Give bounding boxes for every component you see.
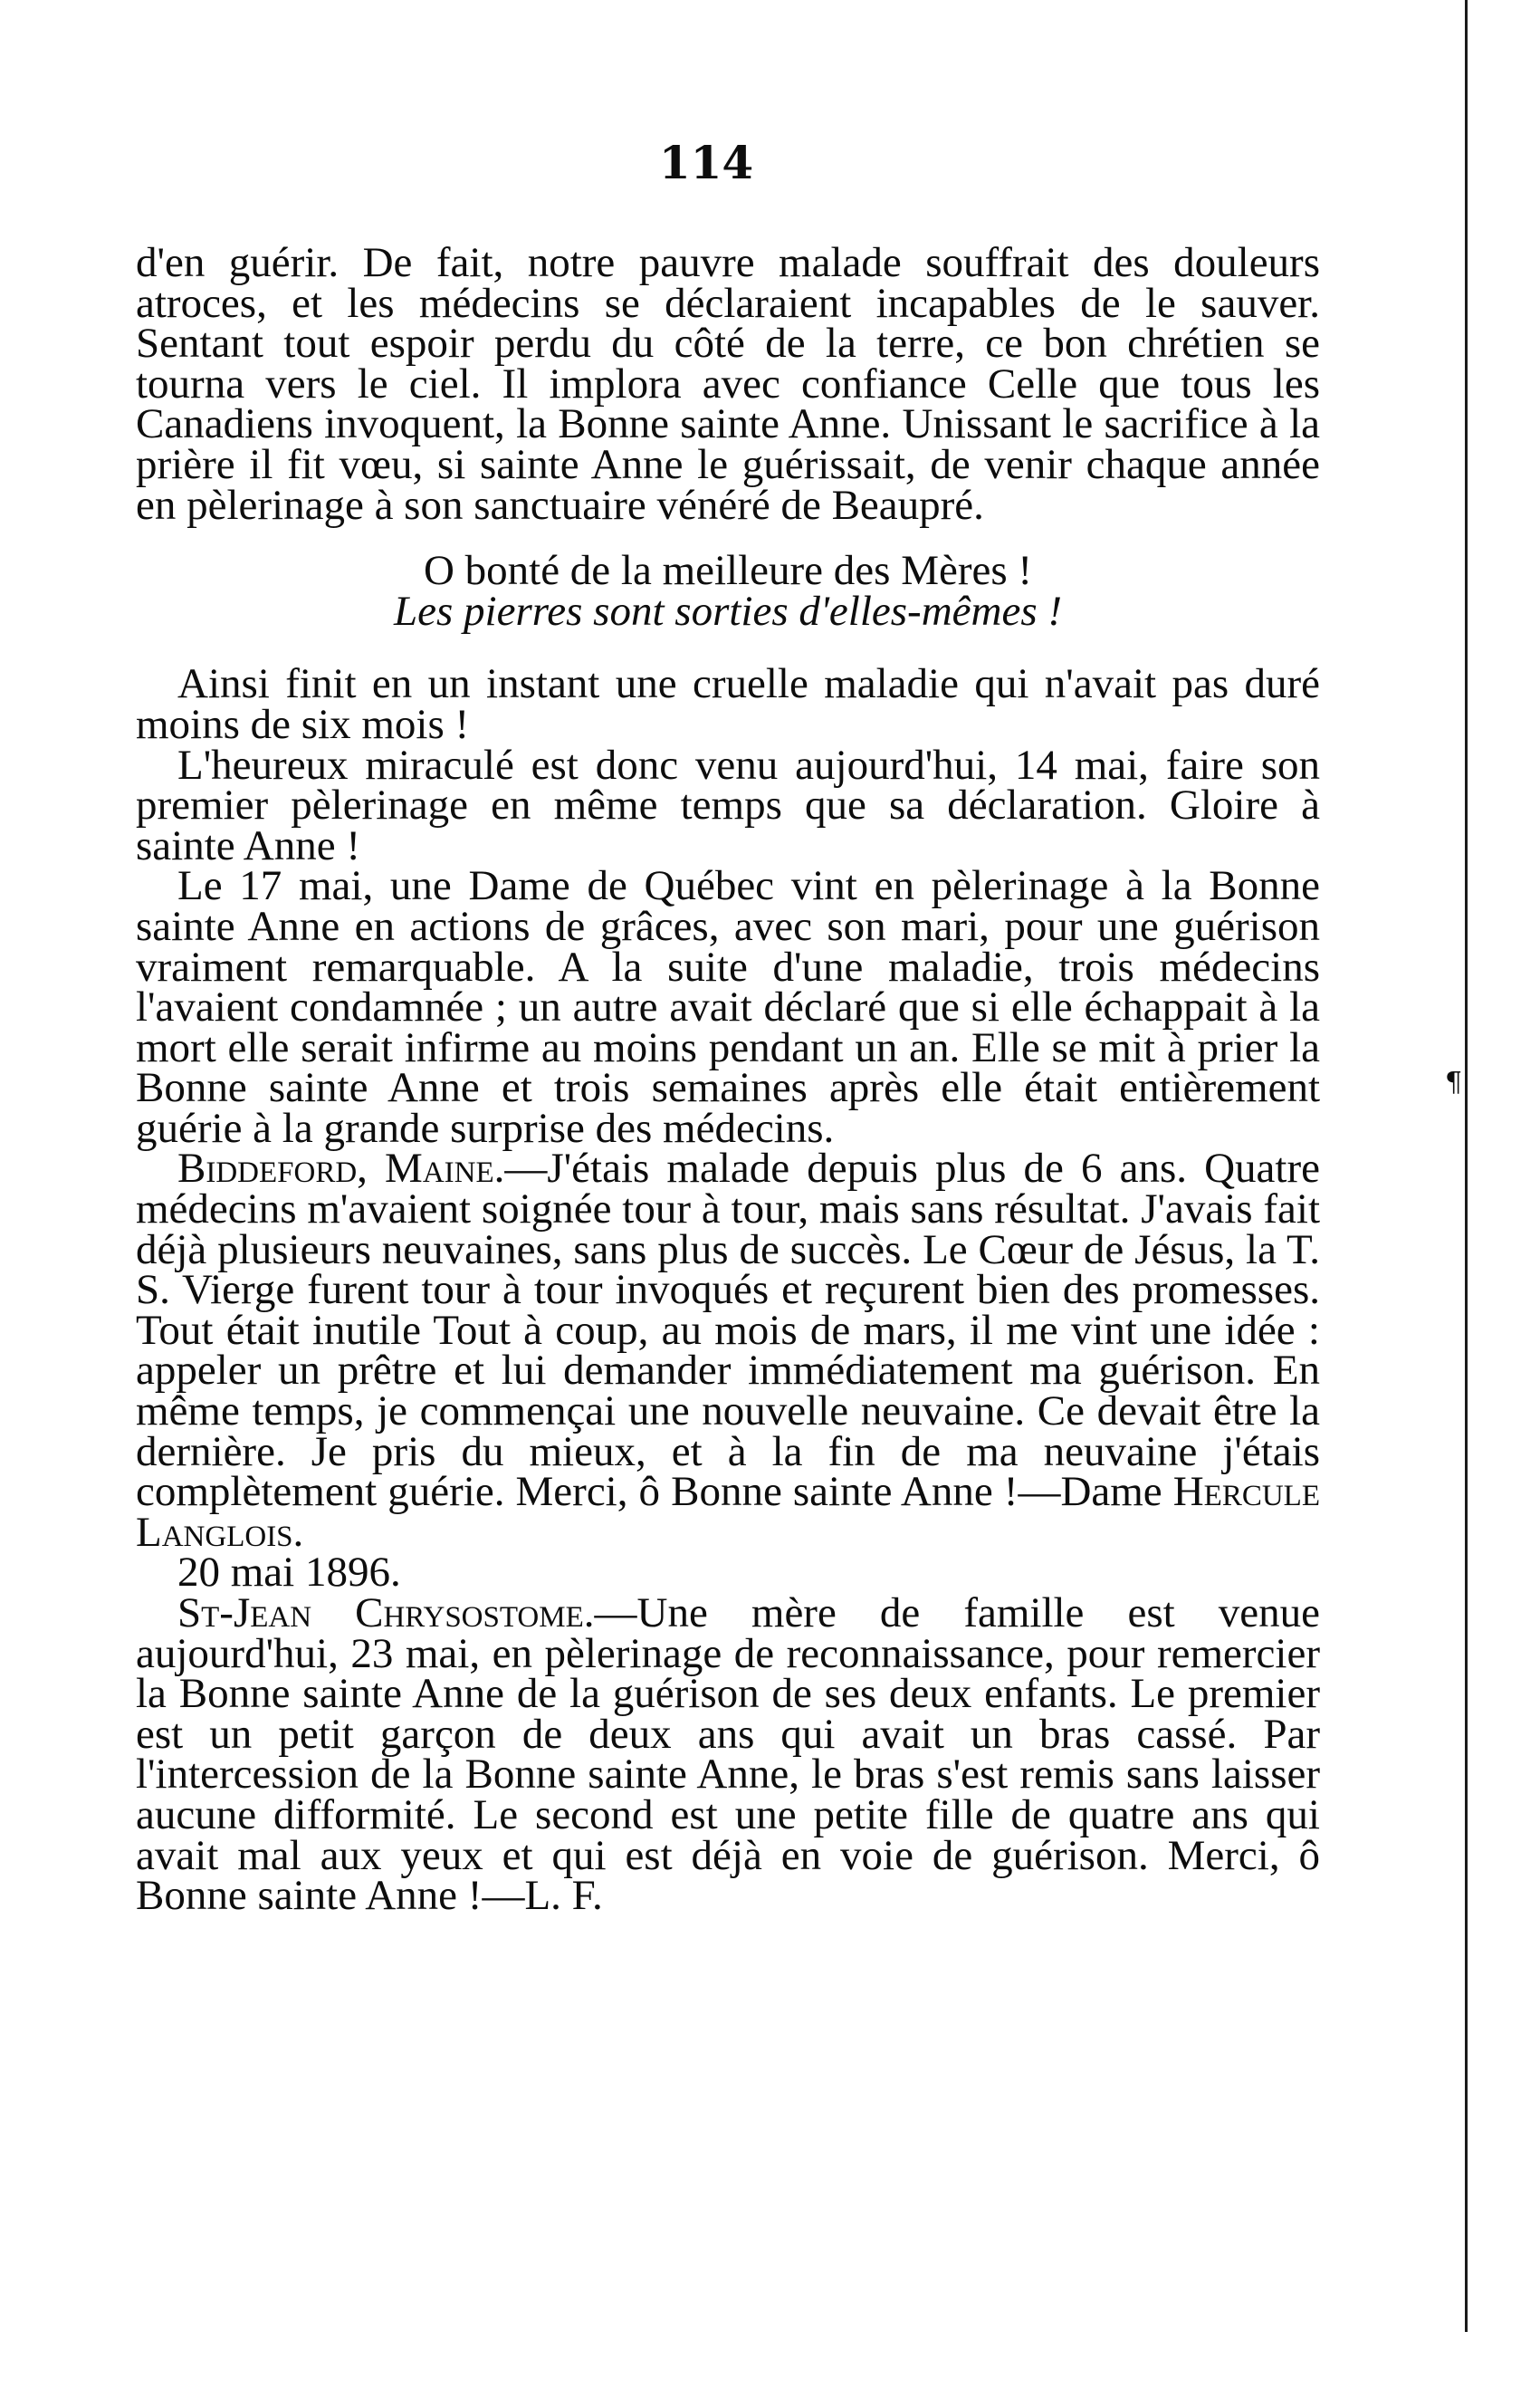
testimony-st-jean: —Une mère de famille est venue aujourd'hui, 23 mai, en pèlerinage de reconnaissance, pour remercier la Bonne sainte Anne de la guérison de ses deux enfants. Le premier est un petit garçon de deux ans qui avait un bras cassé. Par l'intercession de la Bonne sainte Anne, le bras s'est remis sans laisser aucune difformité. Le second est une petite fille de quatre ans qui avait mal aux yeux et qui est déjà en voie de guérison. Merci, ô Bonne sainte Anne !—L. F. — [136, 1589, 1320, 1920]
paragraph-biddeford — [136, 1145, 1320, 1556]
quote-block — [136, 547, 1320, 635]
testimony-biddeford: —J'étais malade depuis plus de 6 ans. Quatre médecins m'avaient soignée tour à tour, mais sans résultat. J'avais fait déjà plusieurs neuvaines, sans plus de succès. Le Cœur de Jésus, la T. S. Vierge furent tour à tour invoqués et reçurent bien des promesses. Tout était inutile Tout à coup, au mois de mars, il me vint une idée : appeler un prêtre et lui demander immédiatement ma guérison. En même temps, je commençai une nouvelle neuvaine. Ce devait être la dernière. Je pris du mieux, et à la fin de ma neuvaine j'étais complètement guérie. Merci, ô Bonne sainte Anne !—Dame — [136, 1145, 1320, 1516]
place-biddeford: Biddeford, Maine. — [177, 1145, 505, 1193]
paragraph-pilgrimage-declaration: L'heureux miraculé est donc venu aujourd'hui, 14 mai, faire son premier pèlerinage en même temps que sa déclaration. Gloire à sainte Anne ! — [136, 741, 1320, 869]
margin-mark: ¶ — [1445, 1067, 1463, 1099]
page-body — [136, 239, 1320, 1920]
signature-langlois: Hercule Langlois. — [136, 1468, 1320, 1556]
paragraph-healing-vow: d'en guérir. De fait, notre pauvre malade souffrait des douleurs atroces, et les médecins se déclaraient incapables de le sauver. Sentant tout espoir perdu du côté de la terre, ce bon chrétien se tourna vers le ciel. Il implora avec confiance Celle que tous les Canadiens invoquent, la Bonne sainte Anne. Unissant le sacrifice à la prière il fit vœu, si sainte Anne le guérissait, de venir chaque année en pèlerinage à son sanctuaire vénéré de Beaupré. — [136, 239, 1320, 529]
quote-line-2: Les pierres sont sorties d'elles-mêmes ! — [393, 587, 1063, 635]
paragraph-quebec-lady: Le 17 mai, une Dame de Québec vint en pèlerinage à la Bonne sainte Anne en actions de grâces, avec son mari, pour une guérison vraiment remarquable. A la suite d'une maladie, trois médecins l'avaient condamnée ; un autre avait déclaré que si elle échappait à la mort elle serait infirme au moins pendant un an. Elle se mit à prier la Bonne sainte Anne et trois semaines après elle était entièrement guérie à la grande surprise des médecins. — [136, 862, 1320, 1152]
page-number: 114 — [658, 136, 754, 189]
date-line: 20 mai 1896. — [177, 1549, 401, 1597]
place-st-jean: St-Jean Chrysostome. — [177, 1589, 595, 1636]
paragraph-st-jean — [136, 1589, 1320, 1920]
paragraph-illness-ended: Ainsi finit en un instant une cruelle maladie qui n'avait pas duré moins de six mois ! — [136, 660, 1320, 748]
page-edge-rule — [1465, 0, 1468, 2332]
quote-line-1: O bonté de la meilleure des Mères ! — [423, 547, 1033, 595]
